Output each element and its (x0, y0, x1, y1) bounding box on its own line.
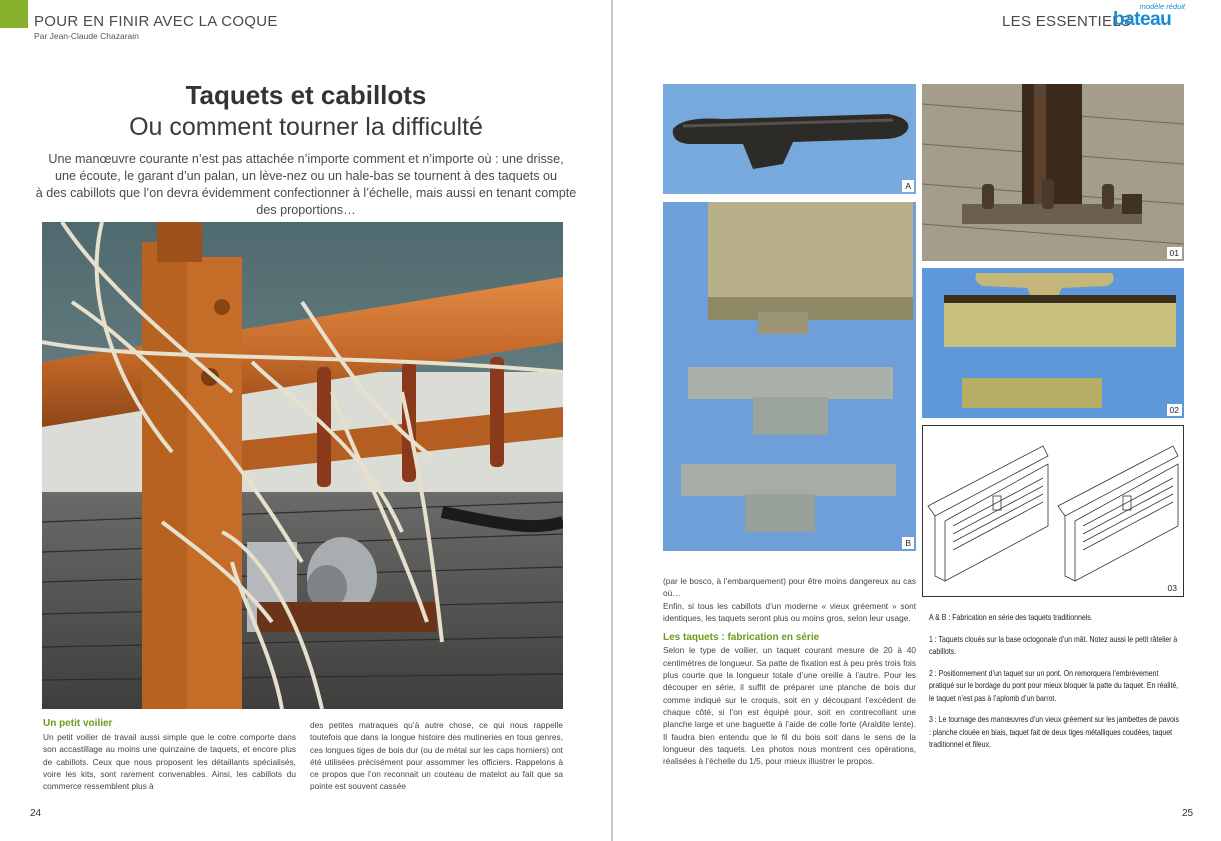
text-para: (par le bosco, à l’embarquement) pour être moins dangereux au cas où… (663, 576, 916, 599)
magazine-logo (1113, 3, 1185, 29)
drawing-03-bulwark (922, 425, 1184, 597)
photo-label-02: 02 (1167, 404, 1182, 416)
lead-line: Une manœuvre courante n’est pas attachée n’importe comment et n’importe où : une drisse, (48, 152, 564, 166)
logo-big-text: bateau (1113, 9, 1172, 30)
lead-line: à des cabillots que l’on devra évidemment confectionner à l’échelle, mais aussi en tenant compte (35, 186, 577, 200)
bulwark-drawing (923, 426, 1183, 596)
pinrail-illustration (42, 222, 563, 709)
caption-2: 2 : Positionnement d’un taquet sur un pont. On remorquera l’embrèvement pratiqué sur le bordage du pont pour mieux bloquer la patte du taquet. En réalité, le taquet n’est pas à l’aplomb d’un barrot. (929, 668, 1179, 703)
lead-line: une écoute, le garant d’un palan, un lève-nez ou un hale-bas se tournent à des taquets ou (54, 169, 558, 183)
page-number-right: 25 (1182, 808, 1194, 819)
right-running-header: LES ESSENTIELS (1002, 13, 1132, 30)
text-para: Selon le type de voilier, un taquet courant mesure de 20 à 40 centimètres de longueur. Sa patte de fixation est à peu près trois fois plus courte que la longueur totale d’une oreille à l’autre. Pour les découper en série, il suffit de préparer une planche de bois dur comme indiqué sur le croquis, soit en y découpant l’excédent de chaque côté, si l’on est équipé pour, soit en contrecollant une planche large et une baguette à l’aide de colle forte (Araldite lente). Il faudra bien entendu que le fil du bois soit dans le sens de la longueur des taquets. Les photos nous montrent ces opérations, réalisées à l’échelle du 1/5, pour mieux illustrer le propos. (663, 645, 916, 767)
deck-cleat-illustration (922, 268, 1184, 418)
article-subtitle: Ou comment tourner la difficulté (129, 113, 483, 141)
cleat-b-illustration (663, 202, 916, 551)
photo-label-b: B (902, 537, 914, 549)
photo-01-mast-cleats (922, 84, 1184, 261)
photo-label-03: 03 (1165, 582, 1180, 594)
byline: Par Jean-Claude Chazarain (34, 31, 139, 41)
photo-label-01: 01 (1167, 247, 1182, 259)
section-heading-taquets: Les taquets : fabrication en série (663, 632, 820, 644)
logo-small-text: modèle réduit (1139, 2, 1185, 11)
text-para: Enfin, si tous les cabillots d’un moderne « vieux gréement » sont identiques, les taquets seront plus ou moins gros, selon leur usage. (663, 600, 916, 623)
cleat-a-illustration (663, 84, 916, 194)
caption-ab: A & B : Fabrication en série des taquets traditionnels. (929, 613, 1093, 622)
left-running-header: POUR EN FINIR AVEC LA COQUE (34, 13, 278, 30)
article-title: Taquets et cabillots (185, 80, 427, 110)
caption-1: 1 : Taquets cloués sur la base octogonale d’un mât. Notez aussi le petit râtelier à cabillots. (929, 634, 1178, 656)
lead-paragraph (30, 151, 582, 219)
caption-3: 3 : Le tournage des manœuvres d’un vieux gréement sur les jambettes de pavois : planche clouée en biais, taquet fait de deux tiges métalliques coudées, taquet traditionnel et fileux. (929, 715, 1179, 749)
right-page (614, 0, 1221, 841)
photo-pinrail-model (42, 222, 563, 709)
photo-b-cleat-blanks (663, 202, 916, 551)
section-heading-petit-voilier: Un petit voilier (43, 718, 113, 729)
page-gutter (611, 0, 613, 841)
left-column-text: Un petit voilier de travail aussi simple que le cotre comporte dans son accastillage au moins une quinzaine de taquets, et encore plus de cabillots. Ceux que nous proposent les détaillants spécialisés, voire les kits, sont rarement convenables. Ainsi, les cabillots du commerce ressemblent plus à (43, 732, 296, 792)
photo-captions (929, 612, 1181, 761)
lead-line: des proportions… (256, 203, 356, 217)
middle-column-text: des petites matraques qu’à autre chose, ce qui nous rappelle toutefois que dans la longue histoire des mutineries en tous genres, ces longues tiges de bois dur (ou de métal sur les caps horniers) ont été utilisées précisément pour assommer les officiers. Rappelons à ce propos que l’on reconnait un couteau de matelot au fait que sa pointe est souvent cassée (310, 720, 563, 792)
photo-label-a: A (902, 180, 914, 192)
photo-a-cleat (663, 84, 916, 194)
mast-illustration (922, 84, 1184, 261)
section-color-tab (0, 0, 28, 28)
page-number-left: 24 (30, 808, 42, 819)
photo-02-deck-cleat (922, 268, 1184, 418)
right-column-text (663, 575, 916, 767)
